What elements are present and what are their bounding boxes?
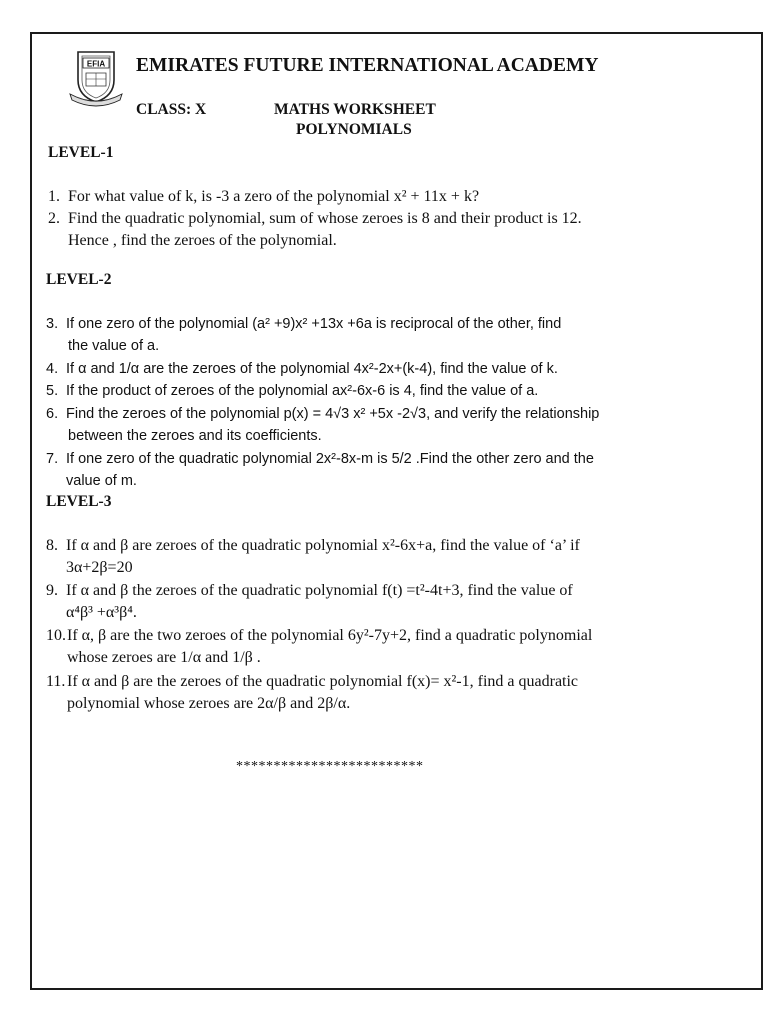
question-number: 6. xyxy=(46,406,59,422)
end-separator-stars: ************************* xyxy=(236,759,424,774)
question-2-continued: Hence , find the zeroes of the polynomial. xyxy=(68,232,337,249)
level-1-heading: LEVEL-1 xyxy=(48,144,114,161)
question-1 xyxy=(48,187,479,207)
level-2-heading: LEVEL-2 xyxy=(46,271,112,288)
question-number: 2. xyxy=(48,210,60,227)
class-label: CLASS: X xyxy=(136,101,207,118)
school-name: EMIRATES FUTURE INTERNATIONAL ACADEMY xyxy=(136,55,599,76)
logo-text: EFIA xyxy=(86,59,106,69)
question-text: If one zero of the polynomial (a² +9)x² +13x +6a is reciprocal of the other, find xyxy=(66,316,562,332)
worksheet-topic: POLYNOMIALS xyxy=(296,121,412,138)
question-number: 7. xyxy=(46,451,59,467)
question-text: Find the quadratic polynomial, sum of whose zeroes is 8 and their product is 12. xyxy=(68,210,582,227)
level-3-heading: LEVEL-3 xyxy=(46,493,112,510)
question-text: If α and β the zeroes of the quadratic polynomial f(t) =t²-4t+3, find the value of xyxy=(66,582,573,599)
question-8-continued: 3α+2β=20 xyxy=(66,559,133,576)
question-text: Find the zeroes of the polynomial p(x) = 4√3 x² +5x -2√3, and verify the relationship xyxy=(66,406,600,422)
question-2 xyxy=(48,209,582,229)
question-11-continued: polynomial whose zeroes are 2α/β and 2β/α. xyxy=(67,695,351,712)
question-7 xyxy=(46,449,594,469)
question-text: For what value of k, is -3 a zero of the polynomial x² + 11x + k? xyxy=(68,188,480,205)
question-text: If α and β are the zeroes of the quadratic polynomial f(x)= x²-1, find a quadratic xyxy=(67,673,579,690)
question-10 xyxy=(46,626,592,646)
question-4 xyxy=(46,359,558,379)
question-8 xyxy=(46,536,580,556)
question-10-continued: whose zeroes are 1/α and 1/β . xyxy=(67,649,261,666)
question-9-continued: α⁴β³ +α³β⁴. xyxy=(66,604,137,621)
question-number: 8. xyxy=(46,537,58,554)
question-11 xyxy=(46,672,578,692)
question-5 xyxy=(46,381,538,401)
question-6-continued: between the zeroes and its coefficients. xyxy=(68,428,322,444)
school-crest-logo xyxy=(68,46,124,108)
question-text: If α and 1/α are the zeroes of the polynomial 4x²-2x+(k-4), find the value of k. xyxy=(66,361,558,377)
question-number: 3. xyxy=(46,316,59,332)
question-number: 1. xyxy=(48,188,60,205)
question-3-continued: the value of a. xyxy=(68,338,160,354)
question-text: If α and β are zeroes of the quadratic polynomial x²-6x+a, find the value of ‘a’ if xyxy=(66,537,580,554)
question-number: 11. xyxy=(46,673,66,690)
question-9 xyxy=(46,581,573,601)
question-text: If α, β are the two zeroes of the polynomial 6y²-7y+2, find a quadratic polynomial xyxy=(67,627,593,644)
question-number: 9. xyxy=(46,582,58,599)
question-7-continued: value of m. xyxy=(66,473,137,489)
question-number: 5. xyxy=(46,383,59,399)
question-6 xyxy=(46,404,599,424)
question-text: If the product of zeroes of the polynomial ax²-6x-6 is 4, find the value of a. xyxy=(66,383,539,399)
page-border xyxy=(30,32,763,990)
worksheet-title: MATHS WORKSHEET xyxy=(274,101,436,118)
question-text: If one zero of the quadratic polynomial 2x²-8x-m is 5/2 .Find the other zero and the xyxy=(66,451,594,467)
question-3 xyxy=(46,314,561,334)
question-number: 10. xyxy=(46,627,66,644)
question-number: 4. xyxy=(46,361,59,377)
